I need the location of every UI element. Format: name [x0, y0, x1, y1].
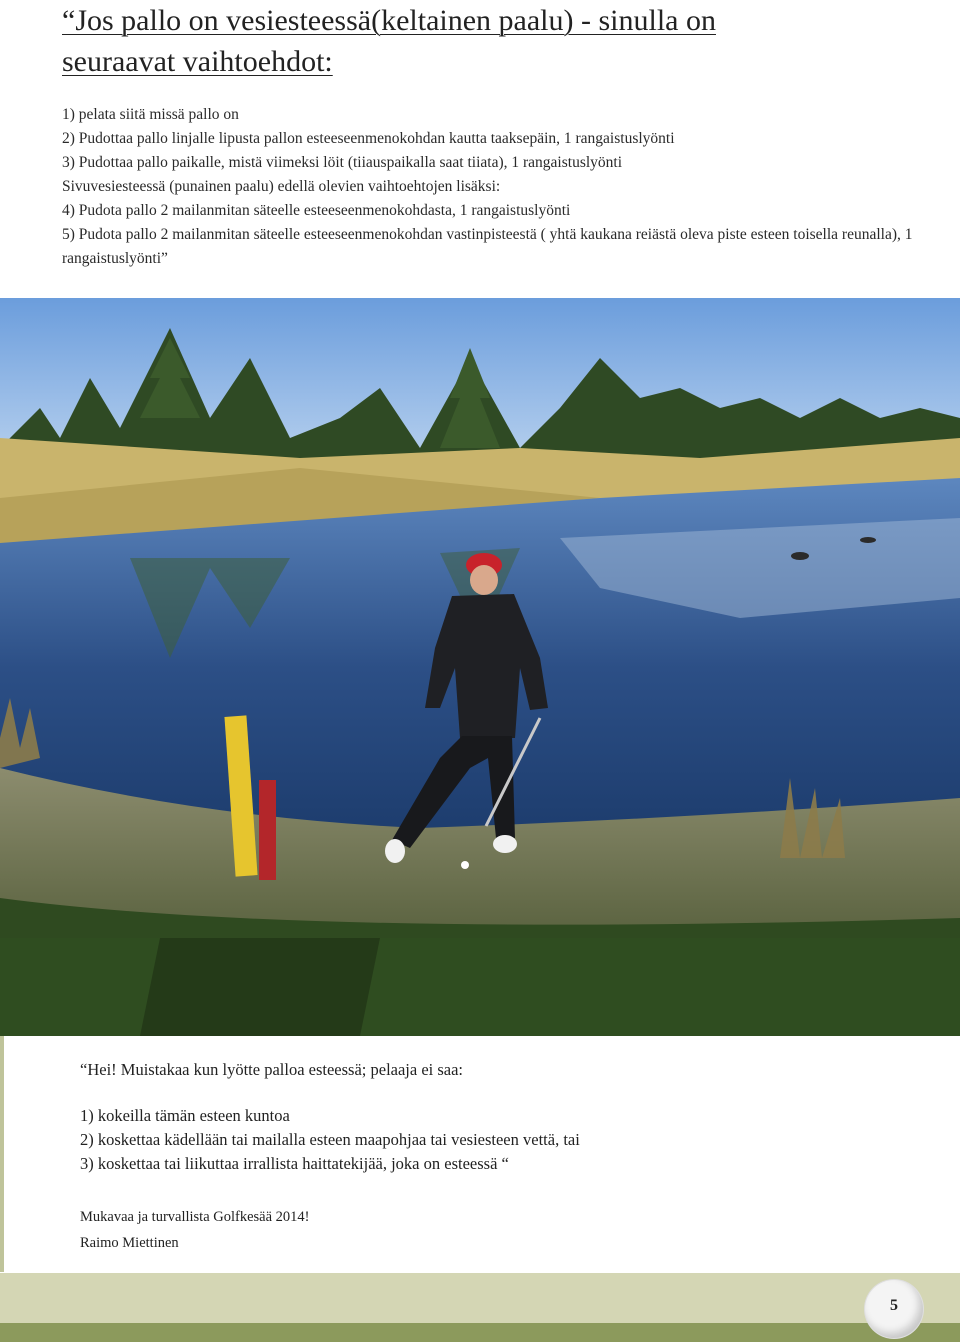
golfer-water-hazard-photo [0, 298, 960, 1036]
signature-author: Raimo Miettinen [80, 1235, 179, 1251]
rule-item: 1) pelata siitä missä pallo on [62, 106, 239, 123]
page-number: 5 [890, 1297, 898, 1314]
golf-ball-icon [865, 1280, 923, 1338]
rule-item: 5) Pudota pallo 2 mailanmitan säteelle esteeseenmenokohdan vastinpisteestä ( yhtä kaukana reiästä oleva piste esteen toisella reunalla), 1 rangaistuslyönti” [62, 226, 913, 267]
rule-item: Sivuvesiesteessä (punainen paalu) edellä olevien vaihtoehtojen lisäksi: [62, 178, 501, 195]
footer-band [0, 1273, 960, 1323]
page-heading [62, 0, 922, 82]
notice-item: 1) kokeilla tämän esteen kuntoa [80, 1106, 290, 1125]
footer-line [0, 1323, 960, 1342]
notice-item: 3) koskettaa tai liikuttaa irrallista haittatekijää, joka on esteessä “ [80, 1154, 509, 1173]
notice-box [0, 1036, 960, 1272]
rule-item: 2) Pudottaa pallo linjalle lipusta pallon esteeseenmenokohdan kautta taaksepäin, 1 rangaistuslyönti [62, 130, 675, 147]
signature [80, 1204, 310, 1256]
rule-item: 4) Pudota pallo 2 mailanmitan säteelle esteeseenmenokohdasta, 1 rangaistuslyönti [62, 202, 571, 219]
rules-list [62, 103, 922, 271]
heading-line-1: “Jos pallo on vesiesteessä(keltainen paalu) - sinulla on [62, 4, 716, 37]
signature-greeting: Mukavaa ja turvallista Golfkesää 2014! [80, 1209, 310, 1225]
notice-item: 2) koskettaa kädellään tai mailalla esteen maapohjaa tai vesiesteen vettä, tai [80, 1130, 580, 1149]
rule-item: 3) Pudottaa pallo paikalle, mistä viimeksi löit (tiiauspaikalla saat tiiata), 1 rangaistuslyönti [62, 154, 623, 171]
red-stake [259, 780, 276, 880]
notice-warning: “Hei! Muistakaa kun lyötte palloa esteessä; pelaaja ei saa: [80, 1060, 464, 1079]
heading-line-2: seuraavat vaihtoehdot: [62, 45, 333, 78]
